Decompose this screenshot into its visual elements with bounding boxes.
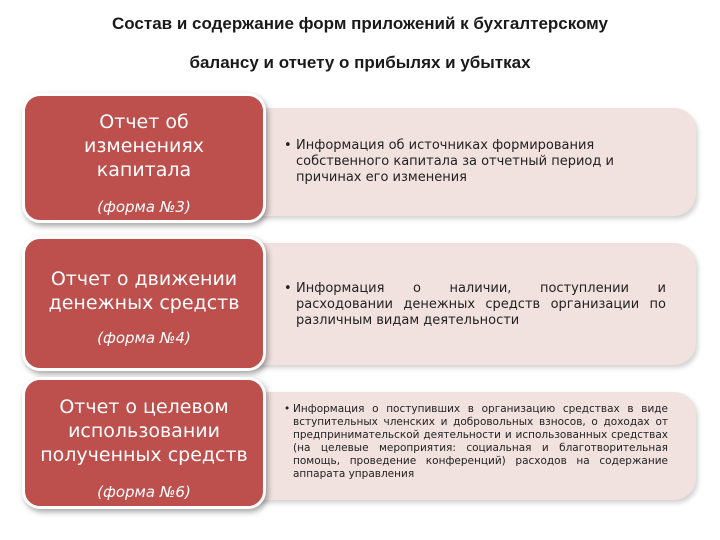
form-4-description [284, 281, 666, 329]
slide-title-line-1: Состав и содержание форм приложений к бухгалтерскому [112, 14, 608, 33]
form-3-description [284, 138, 664, 186]
form-3-number: (форма №3) [97, 198, 191, 216]
form-4-description-text: Информация о наличии, поступлении и расходовании денежных средств организации по различным видам деятельности [296, 281, 666, 328]
form-6-description-text: Информация о поступивших в организацию средствах в виде вступительных членских и добровольных взносов, о доходах от предпринимательской деятельности и использованных средствах (на целевые мероприятия: социальная и благотворительная помощь, проведение конференций) расходов на содержание аппарата управления [293, 403, 668, 480]
form-4-box [22, 236, 266, 371]
form-3-title: Отчет об изменениях капитала [83, 111, 205, 181]
form-6-title: Отчет о целевом использовании полученных средств [40, 396, 248, 466]
form-6-description [284, 403, 668, 481]
form-3-box [22, 93, 266, 223]
slide-title-line-2: балансу и отчету о прибылях и убытках [189, 53, 531, 72]
form-6-box [22, 377, 266, 509]
bullet-icon: • [284, 281, 292, 296]
bullet-icon: • [284, 403, 291, 415]
bullet-icon: • [284, 138, 292, 153]
form-6-number: (форма №6) [97, 483, 191, 501]
form-4-number: (форма №4) [97, 329, 191, 347]
form-3-description-text: Информация об источниках формирования собственного капитала за отчетный период и причинах его изменения [296, 138, 614, 185]
form-4-title: Отчет о движении денежных средств [48, 268, 240, 314]
